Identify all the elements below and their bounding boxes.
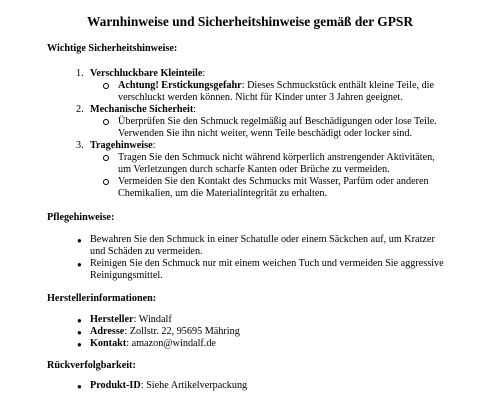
manufacturer-name: Hersteller: Windalf [90,314,172,325]
trace-product-id: Produkt-ID: Siehe Artikelverpackung [90,380,248,391]
item-2-sub-1-line-1: Überprüfen Sie den Schmuck regelmäßig auf Beschädigungen oder lose Teile. [118,116,437,127]
care-item-2-line-2: Reinigungsmittel. [90,270,163,281]
document-title: Warnhinweise und Sicherheitshinweise gemäß der GPSR [87,14,413,29]
manufacturer-address: Adresse: Zollstr. 22, 95695 Mähring [90,326,240,337]
item-3-sub-2-line-1: Vermeiden Sie den Kontakt des Schmucks mit Wasser, Parfüm oder anderen [118,176,429,187]
care-item-1-line-1: Bewahren Sie den Schmuck in einer Schatulle oder einem Säckchen auf, um Kratzer [90,234,435,245]
item-2-number: 2. [76,104,84,115]
bullet-icon: ● [77,328,82,337]
circle-bullet-icon [103,119,109,125]
item-3-sub-2-line-2: Chemikalien, um die Materialintegrität zu erhalten. [118,188,328,199]
item-1-number: 1. [76,68,84,79]
item-3-label: Tragehinweise: [90,140,156,151]
bullet-icon: ● [77,260,82,269]
care-item-1-line-2: und Schäden zu vermeiden. [90,246,203,257]
item-3-sub-1-line-2: um Verletzungen durch scharfe Kanten oder Brüche zu vermeiden. [118,164,390,175]
care-item-2-line-1: Reinigen Sie den Schmuck nur mit einem weichen Tuch und vermeiden Sie aggressive [90,258,444,269]
care-heading: Pflegehinweise: [47,212,115,223]
bullet-icon: ● [77,382,82,391]
item-3-number: 3. [76,140,84,151]
circle-bullet-icon [103,155,109,161]
item-2-sub-1-line-2: Verwenden Sie ihn nicht weiter, wenn Teile beschädigt oder locker sind. [118,128,413,139]
safety-heading: Wichtige Sicherheitshinweise: [47,43,178,54]
manufacturer-contact: Kontakt: amazon@windalf.de [90,338,216,349]
bullet-icon: ● [77,340,82,349]
bullet-icon: ● [77,316,82,325]
item-1-label: Verschluckbare Kleinteile: [90,68,206,79]
item-2-label: Mechanische Sicherheit: [90,104,197,115]
manufacturer-heading: Herstellerinformationen: [47,293,157,304]
item-3-sub-1-line-1: Tragen Sie den Schmuck nicht während körperlich anstrengender Aktivitäten, [118,152,435,163]
item-1-sub-1-line-1: Achtung! Erstickungsgefahr: Dieses Schmuckstück enthält kleine Teile, die [118,80,435,91]
item-1-sub-1-line-2: verschluckt werden können. Nicht für Kinder unter 3 Jahren geeignet. [118,92,403,103]
trace-heading: Rückverfolgbarkeit: [47,360,136,371]
bullet-icon: ● [77,236,82,245]
circle-bullet-icon [103,179,109,185]
circle-bullet-icon [103,83,109,89]
